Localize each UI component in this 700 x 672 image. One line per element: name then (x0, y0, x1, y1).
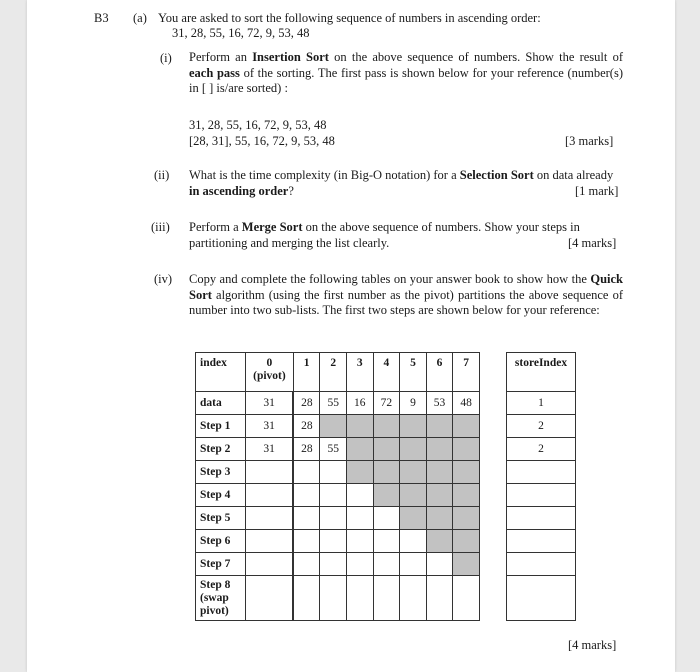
row-label: Step 2 (196, 438, 246, 461)
table-row (196, 415, 480, 438)
index-header-cell (245, 353, 293, 392)
table-cell (373, 507, 400, 530)
table-cell: 48 (453, 392, 480, 415)
q-i-text: Perform an Insertion Sort on the above sequence of numbers. Show the result of each pass of the sorting. The first pass is shown below for your reference (number(s) in [ ] is/are sorted) : (189, 50, 623, 95)
table-cell (373, 415, 400, 438)
row-label: Step 7 (196, 553, 246, 576)
table-cell: 31 (245, 415, 293, 438)
table-cell: 28 (293, 438, 320, 461)
table-cell (245, 576, 293, 621)
part-a-intro: You are asked to sort the following sequence of numbers in ascending order: (158, 11, 541, 25)
table-cell (320, 461, 347, 484)
table-cell (320, 484, 347, 507)
store-index-row (507, 392, 576, 415)
store-index-cell: 1 (507, 392, 576, 415)
store-index-cell: 2 (507, 415, 576, 438)
table-cell (400, 507, 427, 530)
table-row (196, 438, 480, 461)
table-cell (400, 461, 427, 484)
table-cell: 53 (426, 392, 453, 415)
store-index-row (507, 484, 576, 507)
table-cell (426, 530, 453, 553)
q-ii-text: What is the time complexity (in Big-O notation) for a Selection Sort on data already in ascending order? (189, 168, 614, 198)
table-cell (373, 484, 400, 507)
table-cell (400, 553, 427, 576)
table-cell (426, 438, 453, 461)
q-iii-text: Perform a Merge Sort on the above sequence of numbers. Show your steps in partitioning and merging the list clearly. (189, 220, 580, 250)
row-label: Step 5 (196, 507, 246, 530)
store-index-header-row (507, 353, 576, 392)
table-cell (400, 576, 427, 621)
table-cell (426, 461, 453, 484)
table-cell (426, 576, 453, 621)
table-cell (320, 507, 347, 530)
table-cell (245, 484, 293, 507)
table-cell (347, 415, 374, 438)
store-index-row (507, 438, 576, 461)
table-cell (453, 484, 480, 507)
table-cell (347, 484, 374, 507)
table-cell (293, 461, 320, 484)
index-header-cell: 3 (347, 353, 374, 392)
table-cell (373, 553, 400, 576)
index-header-0: 0 (266, 357, 273, 369)
insertion-line-1: 31, 28, 55, 16, 72, 9, 53, 48 (189, 118, 327, 132)
store-index-row (507, 507, 576, 530)
table-cell (426, 415, 453, 438)
table-cell (293, 530, 320, 553)
insertion-line-2: [28, 31], 55, 16, 72, 9, 53, 48 (189, 134, 335, 148)
store-index-cell (507, 576, 576, 621)
table-cell (245, 461, 293, 484)
store-index-cell: 2 (507, 438, 576, 461)
table-cell (293, 576, 320, 621)
row-label: Step 1 (196, 415, 246, 438)
table-cell (373, 530, 400, 553)
table-cell (400, 530, 427, 553)
store-index-cell (507, 461, 576, 484)
part-a-label: (a) (133, 11, 147, 25)
table-cell: 16 (347, 392, 374, 415)
table-cell: 28 (293, 392, 320, 415)
table-cell (320, 415, 347, 438)
q-ii-marks: [1 mark] (575, 184, 619, 198)
table-header-row (196, 353, 480, 392)
table-cell (347, 553, 374, 576)
index-header-cell: 6 (426, 353, 453, 392)
table-cell: 55 (320, 392, 347, 415)
store-index-row (507, 553, 576, 576)
index-header-cell: 4 (373, 353, 400, 392)
table-cell (453, 461, 480, 484)
table-cell (320, 553, 347, 576)
table-cell (245, 507, 293, 530)
store-index-header: storeIndex (507, 353, 576, 392)
table-cell (453, 507, 480, 530)
table-cell (453, 438, 480, 461)
table-cell (293, 553, 320, 576)
table-cell (347, 576, 374, 621)
q-ii-label: (ii) (154, 168, 170, 182)
store-index-cell (507, 530, 576, 553)
row-label: Step 3 (196, 461, 246, 484)
table-cell: 72 (373, 392, 400, 415)
table-cell (293, 484, 320, 507)
table-cell: 31 (245, 392, 293, 415)
store-index-row (507, 530, 576, 553)
table-row (196, 553, 480, 576)
table-cell (373, 461, 400, 484)
table-cell (426, 484, 453, 507)
table-row (196, 461, 480, 484)
table-cell: 9 (400, 392, 427, 415)
table-cell (453, 576, 480, 621)
question-id: B3 (94, 11, 109, 25)
store-index-row (507, 415, 576, 438)
table-cell (426, 507, 453, 530)
row-label: Step 8 (swap pivot) (196, 576, 246, 621)
table-cell (373, 438, 400, 461)
table-cell: 55 (320, 438, 347, 461)
q-iv-marks: [4 marks] (568, 638, 617, 652)
q-iii-marks: [4 marks] (568, 236, 617, 250)
table-row (196, 576, 480, 621)
table-cell (245, 530, 293, 553)
table-cell (453, 553, 480, 576)
table-cell (400, 415, 427, 438)
table-cell (293, 507, 320, 530)
table-cell (373, 576, 400, 621)
row-label: data (196, 392, 246, 415)
number-sequence: 31, 28, 55, 16, 72, 9, 53, 48 (172, 26, 310, 40)
q-iii-label: (iii) (151, 220, 170, 234)
store-index-cell (507, 507, 576, 530)
table-cell (347, 530, 374, 553)
store-index-row (507, 461, 576, 484)
quick-sort-table (195, 352, 480, 621)
q-i-marks: [3 marks] (565, 134, 614, 148)
row-label: Step 4 (196, 484, 246, 507)
q-iv-label: (iv) (154, 272, 173, 286)
table-cell (400, 438, 427, 461)
table-cell (453, 530, 480, 553)
pivot-label: (pivot) (253, 370, 286, 382)
table-cell (347, 461, 374, 484)
table-cell (426, 553, 453, 576)
table-cell (245, 553, 293, 576)
index-header-cell: 1 (293, 353, 320, 392)
table-row (196, 392, 480, 415)
store-index-row (507, 576, 576, 621)
index-header-cell: 5 (400, 353, 427, 392)
table-cell (347, 438, 374, 461)
table-cell: 28 (293, 415, 320, 438)
index-header-cell: 2 (320, 353, 347, 392)
table-cell (320, 576, 347, 621)
row-label: Step 6 (196, 530, 246, 553)
table-row (196, 484, 480, 507)
index-header-cell: 7 (453, 353, 480, 392)
table-cell (347, 507, 374, 530)
store-index-table (506, 352, 576, 621)
table-cell: 31 (245, 438, 293, 461)
table-row (196, 530, 480, 553)
index-header: index (196, 353, 246, 392)
q-i-label: (i) (160, 51, 172, 65)
q-iv-text: Copy and complete the following tables on your answer book to show how the Quick Sort algorithm (using the first number as the pivot) partitions the above sequence of number into two sub-lists. The first two steps are shown below for your reference: (189, 272, 623, 317)
table-cell (400, 484, 427, 507)
store-index-cell (507, 484, 576, 507)
store-index-cell (507, 553, 576, 576)
table-row (196, 507, 480, 530)
exam-page (27, 0, 675, 672)
table-cell (320, 530, 347, 553)
table-cell (453, 415, 480, 438)
